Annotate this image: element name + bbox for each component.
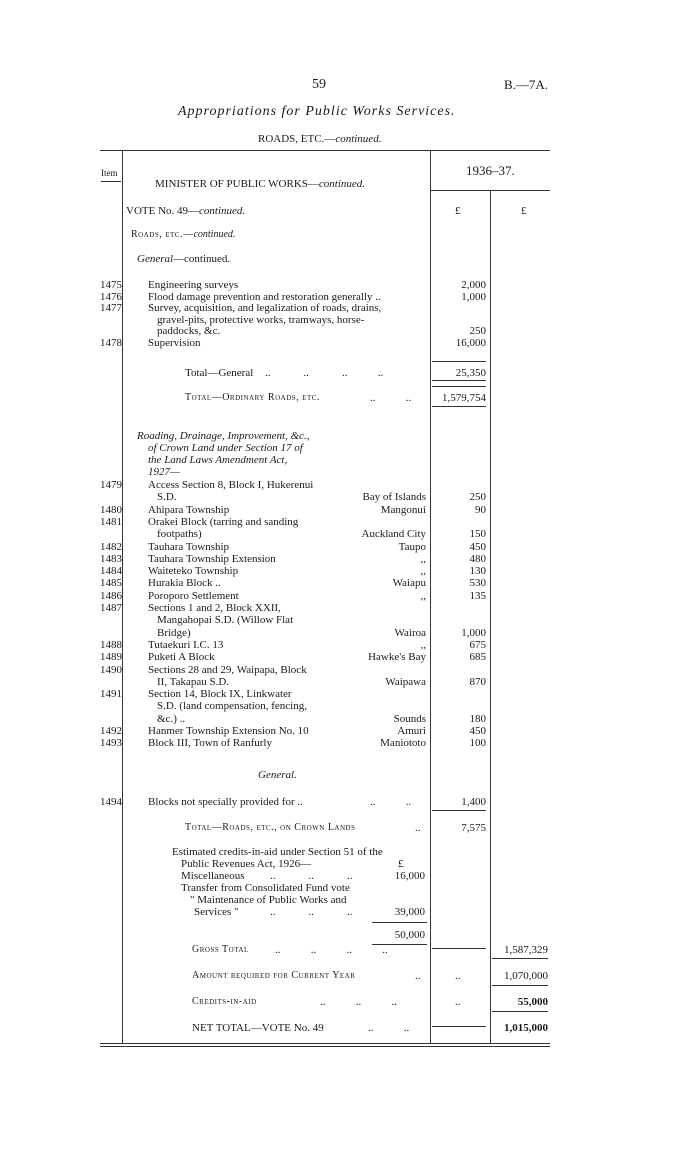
item-description: Section 14, Block IX, Linkwater — [148, 688, 292, 701]
item-description: Tauhara Township — [148, 540, 230, 553]
item-location: Waipawa — [385, 675, 426, 688]
item-number: 1489 — [100, 651, 122, 664]
page-number: 59 — [312, 77, 326, 92]
item-description: Waiteteko Township — [148, 565, 239, 578]
general-text: General — [137, 253, 174, 265]
credits-line: Estimated credits-in-aid under Section 51 of the — [172, 846, 383, 858]
general-heading — [137, 253, 230, 265]
item-number: 1490 — [100, 663, 122, 676]
pound-sign-col2: £ — [521, 205, 527, 217]
page-title: Appropriations for Public Works Services. — [178, 104, 456, 119]
item-amount: 150 — [469, 528, 486, 541]
item-number: 1481 — [100, 515, 122, 528]
item-number: 1488 — [100, 638, 122, 651]
item-description: Bridge) — [157, 626, 191, 639]
subtitle-text: ROADS, ETC.— — [258, 133, 336, 145]
credits-in-aid-value: 55,000 — [517, 996, 548, 1008]
blocks-description: Blocks not specially provided for .. — [148, 796, 303, 808]
item-description: paddocks, &c. — [157, 325, 221, 337]
item-amount: 1,000 — [461, 626, 486, 639]
item-number: 1485 — [100, 577, 122, 590]
roading-heading-line: the Land Laws Amendment Act, — [148, 454, 288, 466]
vote-heading — [126, 205, 245, 217]
net-total-value: 1,015,000 — [504, 1022, 548, 1034]
item-amount: 250 — [469, 491, 486, 504]
item-description: &c.) .. — [157, 712, 186, 725]
total-ordinary-value: 1,579,754 — [442, 392, 486, 404]
sum-rule — [432, 1026, 486, 1027]
item-amount: 2,000 — [461, 279, 486, 291]
item-description: Survey, acquisition, and legalization of roads, drains, — [148, 302, 382, 314]
crown-total-value: 7,575 — [461, 822, 486, 834]
item-amount: 450 — [469, 725, 486, 737]
transfer-line: " Maintenance of Public Works and — [190, 894, 347, 906]
item-amount: 1,000 — [461, 290, 486, 303]
leader-dots: .. .. — [370, 392, 412, 404]
transfer-value: 39,000 — [394, 906, 425, 918]
sum-rule — [432, 948, 486, 949]
leader-dots: .. .. — [368, 1022, 410, 1034]
item-description: Puketi A Block — [148, 651, 215, 664]
item-description: S.D. — [157, 491, 177, 504]
table-bottom-rule — [100, 1043, 550, 1044]
misc-value: 16,000 — [394, 870, 425, 882]
leader-dots: .. — [415, 970, 421, 982]
sum-rule — [432, 810, 486, 811]
gross-total-label: Gross Total — [192, 944, 249, 955]
misc-label: Miscellaneous — [181, 870, 245, 882]
item-number: 1491 — [100, 688, 122, 701]
sum-rule — [432, 406, 486, 407]
item-location: ,, — [420, 589, 426, 602]
general-suffix: —continued. — [173, 253, 231, 265]
item-number: 1487 — [100, 602, 122, 614]
item-amount: 870 — [469, 675, 486, 688]
item-amount: 180 — [469, 712, 486, 725]
roading-heading-line: 1927— — [148, 466, 180, 478]
item-header-rule — [101, 181, 121, 182]
amount-required-value: 1,070,000 — [504, 970, 548, 982]
roads-heading — [131, 229, 235, 241]
item-location: Hawke's Bay — [368, 651, 426, 664]
item-location: Taupo — [398, 540, 426, 553]
item-description: Flood damage prevention and restoration generally .. — [148, 290, 381, 303]
item-description: Tutaekuri I.C. 13 — [148, 638, 224, 651]
leader-dots: .. — [455, 970, 461, 982]
leader-dots: .. — [415, 822, 421, 834]
amount-required-label: Amount required for Current Year — [192, 970, 356, 981]
sum-rule — [492, 985, 548, 986]
credits-line: Public Revenues Act, 1926— — [181, 858, 312, 870]
document-reference: B.—7A. — [504, 77, 549, 92]
item-description: Hurakia Block .. — [148, 577, 221, 590]
item-number: 1475 — [100, 279, 122, 291]
item-location: ,, — [420, 565, 426, 578]
general-subheading: General. — [258, 769, 297, 781]
item-location: Waiapu — [392, 577, 426, 590]
item-description: Sections 1 and 2, Block XXII, — [148, 602, 281, 614]
subtitle-italic: continued. — [335, 133, 382, 145]
item-description: Tauhara Township Extension — [148, 552, 276, 565]
item-number: 1479 — [100, 479, 122, 491]
item-amount: 100 — [469, 737, 486, 750]
item-description: Access Section 8, Block I, Hukerenui — [148, 479, 314, 491]
item-description: Sections 28 and 29, Waipapa, Block — [148, 663, 307, 676]
sum-rule — [432, 380, 486, 381]
table-bottom-rule-2 — [100, 1046, 550, 1047]
item-description: gravel-pits, protective works, tramways, horse- — [157, 313, 365, 326]
vote-italic: continued. — [199, 205, 246, 217]
transfer-line: Services " — [194, 906, 239, 918]
pound-sign-col1: £ — [455, 205, 461, 217]
sum-rule — [492, 958, 548, 959]
leader-dots: .. .. — [370, 796, 412, 808]
item-description: Orakei Block (tarring and sanding — [148, 515, 299, 528]
sum-rule — [492, 1011, 548, 1012]
item-number: 1486 — [100, 589, 122, 602]
minister-italic: continued. — [318, 178, 366, 190]
roading-heading-line: of Crown Land under Section 17 of — [148, 442, 303, 454]
item-column-header: Item — [101, 168, 118, 178]
year-column-header: 1936–37. — [466, 163, 515, 178]
total-ordinary-label: Total—Ordinary Roads, etc. — [185, 392, 320, 403]
item-description: S.D. (land compensation, fencing, — [157, 700, 307, 713]
sum-rule — [372, 922, 427, 923]
year-header-rule — [430, 190, 550, 191]
item-number: 1478 — [100, 336, 122, 349]
item-description: Poroporo Settlement — [148, 589, 239, 602]
item-number: 1493 — [100, 737, 122, 750]
leader-dots: .. — [455, 996, 461, 1008]
section-subtitle — [258, 133, 381, 145]
item-amount: 250 — [469, 325, 486, 337]
item-number: 1482 — [100, 540, 122, 553]
vote-text: VOTE No. 49— — [126, 205, 200, 217]
leader-dots: .. .. .. .. — [265, 367, 384, 379]
table-top-rule — [100, 150, 550, 151]
item-location: Wairoa — [394, 626, 426, 639]
item-description: Ahipara Township — [148, 503, 230, 516]
item-amount: 135 — [469, 589, 486, 602]
item-location: Bay of Islands — [362, 491, 426, 504]
item-number: 1476 — [100, 290, 122, 303]
blocks-amount: 1,400 — [461, 796, 486, 808]
item-location: Maniototo — [380, 737, 426, 750]
item-number: 1492 — [100, 725, 122, 737]
leader-dots: .. .. .. — [270, 906, 353, 918]
item-number: 1484 — [100, 565, 122, 578]
item-column-rule — [122, 150, 123, 1043]
item-description: footpaths) — [157, 528, 202, 541]
item-amount: 130 — [469, 565, 486, 578]
item-amount: 685 — [469, 651, 486, 664]
sum-rule — [432, 386, 486, 387]
item-number: 1494 — [100, 796, 122, 808]
item-location: Auckland City — [361, 528, 426, 541]
item-number: 1477 — [100, 302, 122, 314]
item-amount: 450 — [469, 540, 486, 553]
total-general-value: 25,350 — [455, 367, 486, 379]
credits-sum: 50,000 — [394, 929, 425, 941]
sum-rule — [432, 361, 486, 362]
item-location: Sounds — [393, 712, 426, 725]
item-description: Hanmer Township Extension No. 10 — [148, 725, 309, 737]
total-general-label: Total—General — [185, 367, 254, 379]
roads-italic: continued. — [193, 229, 236, 240]
item-number: 1480 — [100, 503, 122, 516]
credits-in-aid-label: Credits-in-aid — [192, 996, 257, 1007]
item-description: Mangahopai S.D. (Willow Flat — [157, 614, 294, 627]
total-column-rule — [490, 190, 491, 1043]
item-amount: 90 — [475, 503, 486, 516]
item-amount: 675 — [469, 638, 486, 651]
item-number: 1483 — [100, 552, 122, 565]
minister-text: MINISTER OF PUBLIC WORKS— — [155, 178, 319, 190]
item-description: Supervision — [148, 336, 201, 349]
leader-dots: .. .. .. — [320, 996, 397, 1008]
item-description: II, Takapau S.D. — [157, 675, 230, 688]
transfer-line: Transfer from Consolidated Fund vote — [181, 882, 350, 894]
item-description: Engineering surveys — [148, 279, 239, 291]
item-location: ,, — [420, 552, 426, 565]
item-amount: 16,000 — [455, 336, 486, 349]
item-amount: 530 — [469, 577, 486, 590]
roading-heading-line: Roading, Drainage, Improvement, &c., — [137, 430, 310, 442]
item-location: ,, — [420, 638, 426, 651]
item-amount: 480 — [469, 552, 486, 565]
gross-total-value: 1,587,329 — [504, 944, 548, 956]
net-total-label: NET TOTAL—VOTE No. 49 — [192, 1022, 324, 1034]
item-description: Block III, Town of Ranfurly — [148, 737, 272, 750]
minister-heading — [155, 178, 365, 190]
credits-pound: £ — [398, 858, 404, 870]
leader-dots: .. .. .. .. — [275, 944, 388, 956]
leader-dots: .. .. .. — [270, 870, 353, 882]
item-location: Amuri — [397, 725, 426, 737]
roads-text: Roads, etc.— — [131, 229, 194, 240]
crown-total-label: Total—Roads, etc., on Crown Lands — [185, 822, 356, 833]
item-location: Mangonui — [380, 503, 426, 516]
